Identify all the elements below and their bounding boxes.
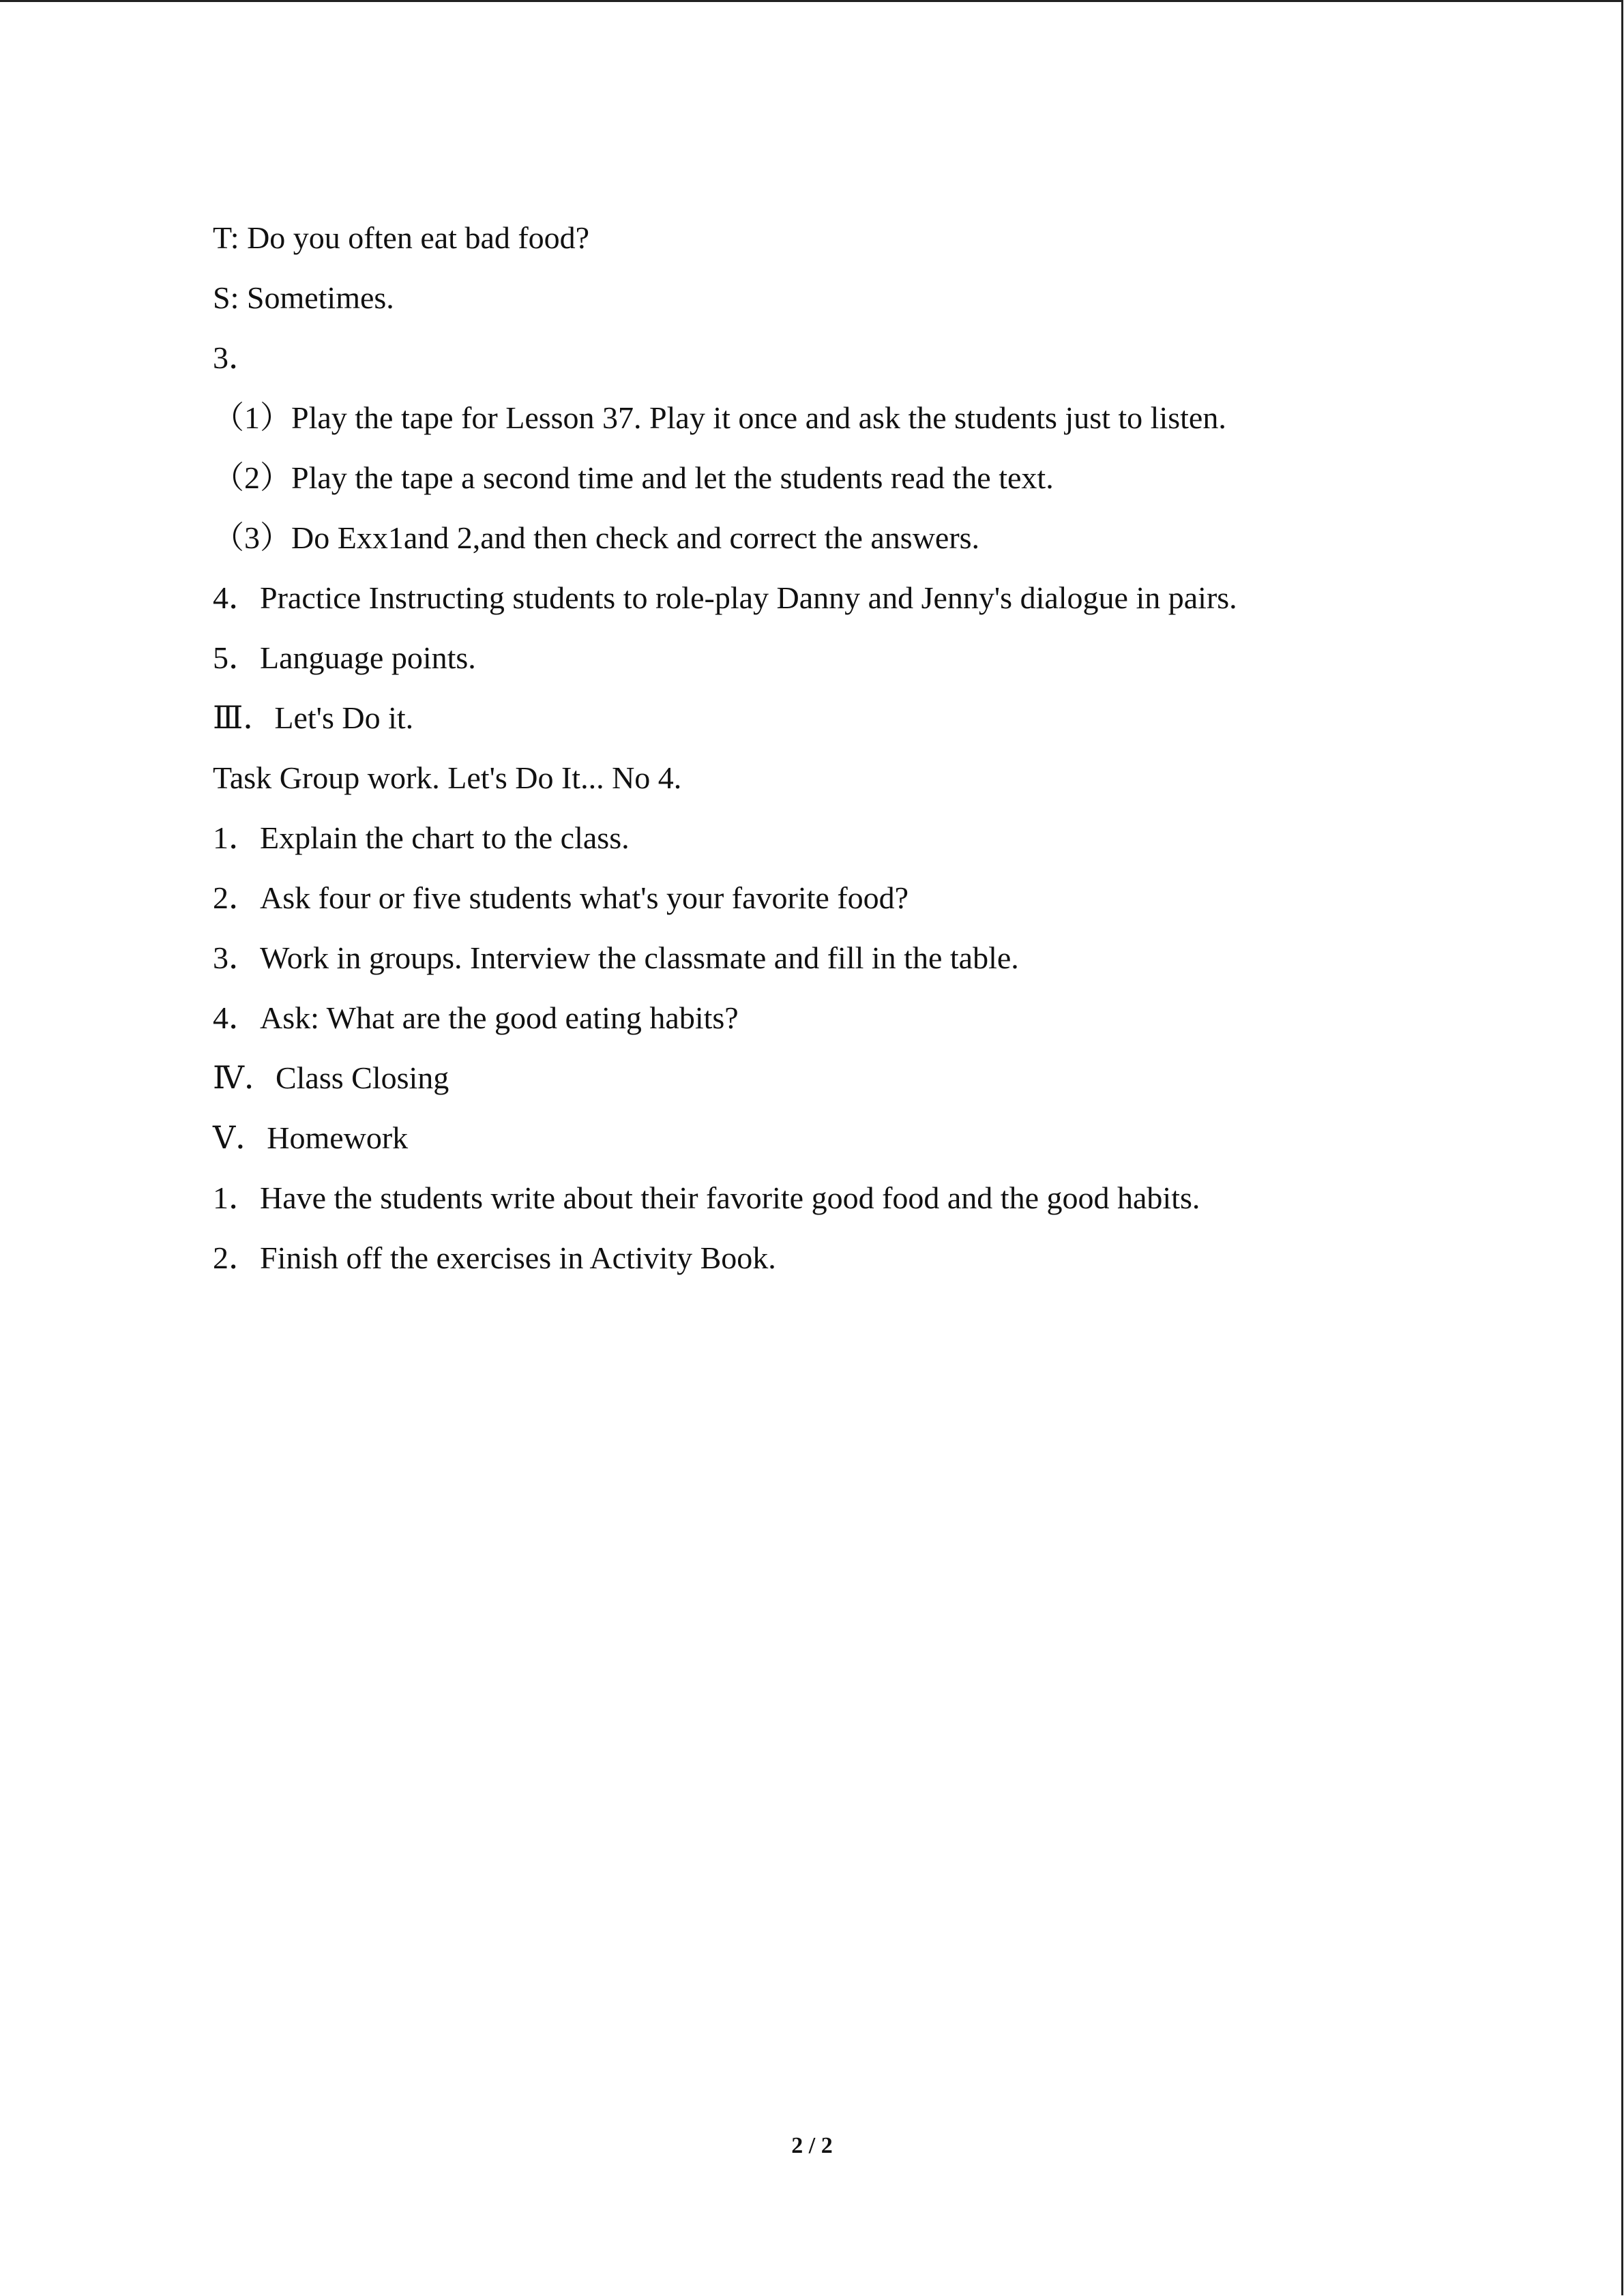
section-3-heading: Ⅲ．Let's Do it.	[213, 700, 414, 735]
dialogue-student-line: S: Sometimes.	[213, 280, 394, 315]
substep-1: （1）Play the tape for Lesson 37. Play it once and ask the students just to listen.	[213, 400, 1226, 435]
step-5-language-points: 5．Language points.	[213, 640, 476, 675]
task-item-2: 2．Ask four or five students what's your favorite food?	[213, 880, 909, 915]
step-3-heading: 3．	[213, 340, 260, 375]
dialogue-teacher-line: T: Do you often eat bad food?	[213, 220, 590, 255]
task-item-1: 1．Explain the chart to the class.	[213, 820, 630, 855]
section-4-heading: Ⅳ．Class Closing	[213, 1060, 449, 1095]
task-item-4: 4．Ask: What are the good eating habits?	[213, 1000, 739, 1035]
document-body	[213, 217, 1509, 1297]
step-4-practice: 4．Practice Instructing students to role-play Danny and Jenny's dialogue in pairs.	[213, 580, 1237, 615]
substep-2: （2）Play the tape a second time and let the students read the text.	[213, 460, 1054, 495]
task-line: Task Group work. Let's Do It... No 4.	[213, 760, 682, 795]
page-number: 2 / 2	[791, 2133, 833, 2158]
homework-item-1: 1．Have the students write about their favorite good food and the good habits.	[213, 1180, 1200, 1215]
homework-item-2: 2．Finish off the exercises in Activity Book.	[213, 1240, 776, 1275]
substep-3: （3）Do Exx1and 2,and then check and correct the answers.	[213, 520, 980, 555]
section-5-heading: Ⅴ．Homework	[213, 1120, 409, 1155]
task-item-3: 3．Work in groups. Interview the classmate and fill in the table.	[213, 940, 1019, 975]
